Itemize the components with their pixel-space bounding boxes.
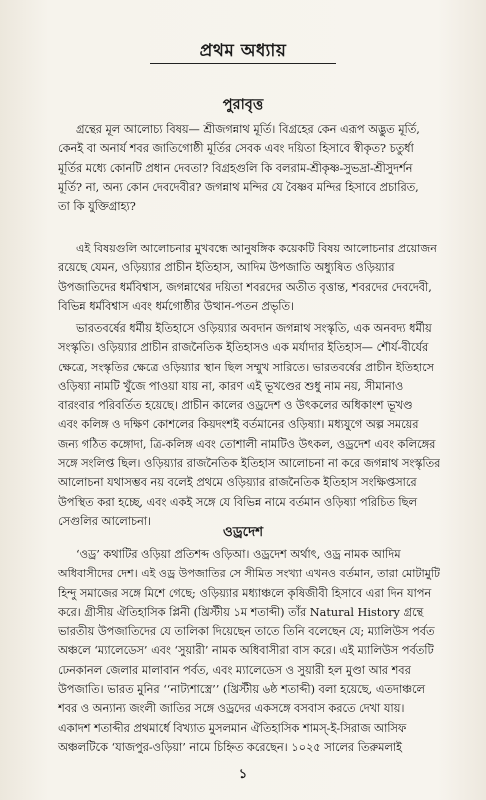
- text-line: একাদশ শতাব্দীর প্রথমার্ধে বিখ্যাত মুসলমান ঐতিহাসিক শামস্-ই-সিরাজ আসিফ: [58, 721, 407, 735]
- text-line: তা কি যুক্তিগ্রাহ্য?: [58, 200, 136, 214]
- text-line: অধিবাসীদের দেশ। এই ওড্র উপজাতির সে সীমিত সংখ্যা এখনও বর্তমান, তারা মোটামুটি: [58, 567, 440, 581]
- paragraph-3: [58, 319, 440, 531]
- text-line: হিন্দু সমাজের সঙ্গে মিশে গেছে; ওড়িয়্যার মধ্যাঞ্চলে কৃষিজীবী হিসাবে এরা দিন যাপন: [58, 586, 432, 600]
- text-line: রয়েছে যেমন, ওড়িয়্যার প্রাচীন ইতিহাস, আদিম উপজাতি অধ্যুষিত ওড়িয়্যার: [58, 261, 395, 275]
- paragraph-4: [58, 545, 440, 757]
- text-line: ভারতবর্ষের ধর্মীয় ইতিহাসে ওড়িয়্যার অবদান জগন্নাথ সংস্কৃতি, এক অনবদ্য ধর্মীয়: [76, 322, 432, 335]
- text-line: শবর ও অন্যান্য জংলী জাতির সঙ্গে ওড্রদের একসঙ্গে বসবাস করতে দেখা যায়।: [58, 702, 405, 716]
- text-line: আলোচনা যথাসম্ভব নয় বলেই প্রথমে ওড়িয়্যার রাজনৈতিক ইতিহাস সংক্ষিপ্তসারে: [58, 476, 417, 490]
- paragraph-1: [58, 120, 440, 216]
- page-number: ১: [238, 767, 248, 782]
- text-line: গ্রন্থের মূল আলোচ্য বিষয়— শ্রীজগন্নাথ মূর্তি। বিগ্রহের কেন এরূপ অদ্ভুত মূর্তি,: [76, 123, 420, 136]
- text-line: উপস্থিত করা হচ্ছে, এবং একই সঙ্গে যে বিভিন্ন নামে বর্তমান ওড়িষ্যা পরিচিত ছিল: [58, 495, 417, 509]
- text-line: উপজাতি। ভারত মুনির ‘‘নাট্যশাস্ত্রে’’ (খ্রিস্টীয় ৬ষ্ঠ শতাব্দী) বলা হয়েছে, এতদাঞ্চলে: [58, 683, 425, 697]
- text-line: অঞ্চলটিকে ‘যাজপুর-ওড়িয়া’ নামে চিহ্নিত করেছেন। ১০২৫ সালের তিরুমলাই: [58, 740, 402, 754]
- text-line: ওড়িষ্যা নামটি খুঁজে পাওয়া যায় না, কারণ এই ভূখণ্ডের শুধু নাম নয়, সীমানাও: [58, 379, 404, 393]
- text-line: সেগুলির আলোচনা।: [58, 514, 152, 528]
- text-line: বারংবার পরিবর্তিত হয়েছে। প্রাচীন কালের ওড্রদেশ ও উৎকলের অধিকাংশ ভূখণ্ড: [58, 399, 413, 413]
- paragraph-2: [58, 239, 440, 316]
- text-line: করে। গ্রীসীয় ঐতিহাসিক প্লিনী (খ্রিস্টীয় ১ম শতাব্দী) তাঁর Natural History গ্রন্থে: [58, 605, 424, 619]
- text-line: কেনই বা অনার্য শবর জাতিগোষ্ঠী মূর্তির সেবক এবং দয়িতা হিসাবে স্বীকৃত? চতুর্ধা: [58, 142, 414, 156]
- text-line: উপজাতিদের ধর্মবিশ্বাস, জগন্নাথের দয়িতা শবরদের অতীত বৃত্তান্ত, শবরদের দেবদেবী,: [58, 280, 432, 294]
- text-line: সংস্কৃতি। ওড়িয়্যার প্রাচীন রাজনৈতিক ইতিহাসও এক মর্যাদার ইতিহাস— শৌর্য-বীর্যের: [58, 341, 429, 355]
- text-line: ঢেনকানল জেলার মালাবান পর্বত, এবং ম্যালেডেস ও সুয়ারী হল মুণ্ডা আর শবর: [58, 663, 411, 677]
- title-underline: [150, 63, 336, 64]
- text-line: ‘ওড্র’ কথাটির ওড়িয়া প্রতিশব্দ ওড়িআ। ওড্রদেশ অর্থাৎ, ওড্র নামক আদিম: [76, 548, 401, 561]
- text-line: মূর্তির মধ্যে কোনটি প্রধান দেবতা? বিগ্রহগুলি কি বলরাম-শ্রীকৃষ্ণ-সুভদ্রা-শ্রীসুদর্শন: [58, 161, 413, 175]
- text-line: জন্য গঠিত কঙ্গোদা, ত্রি-কলিঙ্গ এবং তোশালী নামটিও উৎকল, ওড্রদেশ এবং কলিঙ্গের: [58, 437, 436, 451]
- text-line: সঙ্গে সংলিপ্ত ছিল। ওড়িয়্যার রাজনৈতিক ইতিহাস আলোচনা না করে জগন্নাথ সংস্কৃতির: [58, 457, 440, 471]
- section-title: পুরাবৃত্ত: [222, 96, 264, 113]
- text-line: মূর্তি? না, অন্য কোন দেবদেবীর? জগন্নাথ মন্দির যে বৈষ্ণব মন্দির হিসাবে প্রচারিত,: [58, 180, 419, 194]
- text-line: বিভিন্ন ধর্মবিশ্বাস এবং ধর্মগোষ্ঠীর উত্থান-পতন প্রভৃতি।: [58, 299, 295, 313]
- subsection-title: ওড্রদেশ: [222, 524, 264, 540]
- text-line: ভারতীয় উপজাতিদের যে তালিকা দিয়েছেন তাতে তিনি বলেছেন যে; ম্যালিউস পর্বত: [58, 625, 435, 639]
- chapter-title: প্রথম অধ্যায়: [199, 41, 287, 61]
- text-line: এবং কলিঙ্গ ও দক্ষিণ কোশলের কিয়দংশই বর্তমানের ওড়িষ্যা। মধ্যযুগে অল্প সময়ের: [58, 418, 419, 432]
- text-line: ক্ষেত্রে, সংস্কৃতির ক্ষেত্রে ওড়িয়্যার স্থান ছিল সম্মুখ সারিতে। ভারতবর্ষের প্রাচীন ইতিহাসে: [58, 360, 434, 374]
- text-line: এই বিষয়গুলি আলোচনার মুখবন্ধে আনুষঙ্গিক কয়েকটি বিষয় আলোচনার প্রয়োজন: [76, 242, 437, 255]
- text-line: অঞ্চলে ‘ম্যালেডেস’ এবং ‘সুয়ারী’ নামক অধিবাসীরা বাস করে। এই ম্যালিউস পর্বতটি: [58, 644, 434, 658]
